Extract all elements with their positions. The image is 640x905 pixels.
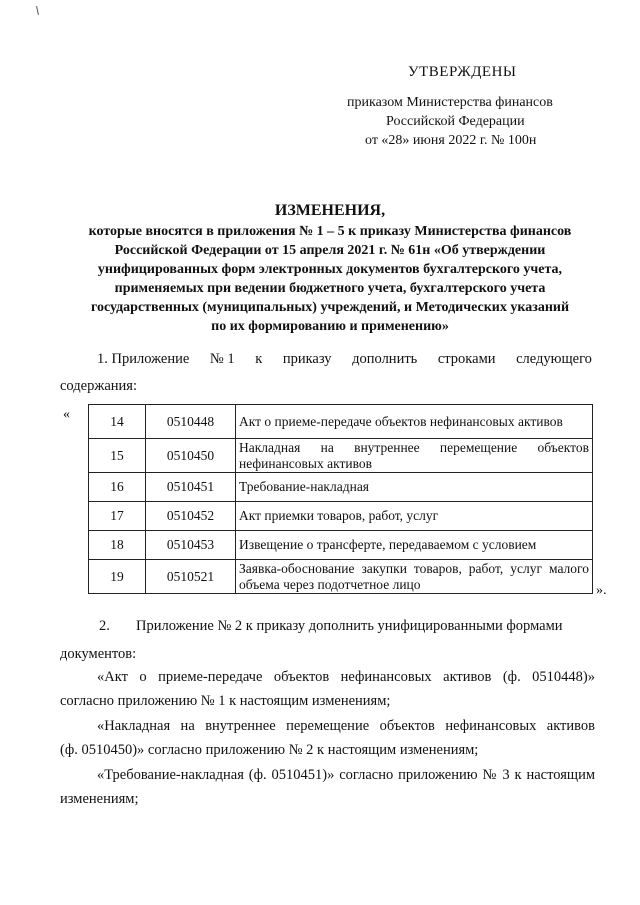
item2-p3-line2: изменениям;	[60, 791, 139, 807]
table-row	[89, 405, 593, 439]
item1-word: следующего	[516, 351, 592, 367]
form-code: 0510521	[146, 560, 236, 594]
row-number: 16	[89, 473, 146, 502]
item1-line2: содержания:	[60, 378, 138, 394]
row-number: 17	[89, 502, 146, 531]
item2-p1-line2: согласно приложению № 1 к настоящим изменениям;	[60, 693, 391, 709]
item1-word: дополнить	[352, 351, 418, 367]
row-number: 15	[89, 439, 146, 473]
item2-line1: Приложение № 2 к приказу дополнить унифицированными формами	[136, 618, 563, 634]
item1-word: № 1	[209, 351, 235, 367]
subtitle-line: по их формированию и применению»	[211, 319, 449, 334]
form-description: Акт о приеме-передаче объектов нефинансовых активов	[236, 405, 593, 439]
form-description: Требование-накладная	[236, 473, 593, 502]
item2-p2-line1: «Накладная на внутреннее перемещение объектов нефинансовых активов	[97, 718, 595, 734]
quote-open: «	[63, 407, 70, 422]
approval-line-2: Российской Федерации	[386, 114, 525, 129]
item2-p1-line1: «Акт о приеме-передаче объектов нефинансовых активов (ф. 0510448)»	[97, 669, 595, 685]
subtitle-line: применяемых при ведении бюджетного учета, бухгалтерского учета	[114, 281, 546, 296]
form-description: Заявка-обоснование закупки товаров, работ, услуг малого объема через подотчетное лицо	[236, 560, 593, 594]
item2-number: 2.	[99, 618, 110, 634]
item2-p3-line1: «Требование-накладная (ф. 0510451)» согласно приложению № 3 к настоящим	[97, 767, 595, 783]
subtitle-line: Российской Федерации от 15 апреля 2021 г. № 61н «Об утверждении	[114, 243, 546, 258]
table-row	[89, 531, 593, 560]
item1-word: приказу	[282, 351, 332, 367]
row-number: 18	[89, 531, 146, 560]
item1-word: к	[255, 351, 263, 367]
form-code: 0510448	[146, 405, 236, 439]
table-row	[89, 473, 593, 502]
subtitle-line: государственных (муниципальных) учреждений, и Методических указаний	[90, 300, 570, 315]
table-row	[89, 560, 593, 594]
form-code: 0510451	[146, 473, 236, 502]
form-description: Акт приемки товаров, работ, услуг	[236, 502, 593, 531]
scan-mark	[36, 6, 39, 15]
approval-title: УТВЕРЖДЕНЫ	[408, 64, 517, 80]
approval-line-1: приказом Министерства финансов	[347, 95, 553, 110]
item1-word: строками	[437, 351, 496, 367]
row-number: 14	[89, 405, 146, 439]
form-description: Накладная на внутреннее перемещение объектов нефинансовых активов	[236, 439, 593, 473]
document-title: ИЗМЕНЕНИЯ,	[274, 202, 386, 219]
form-description: Извещение о трансферте, передаваемом с условием	[236, 531, 593, 560]
item2-p2-line2: (ф. 0510450)» согласно приложению № 2 к настоящим изменениям;	[60, 742, 479, 758]
subtitle-line: унифицированных форм электронных документов бухгалтерского учета,	[97, 262, 563, 277]
form-code: 0510450	[146, 439, 236, 473]
quote-close: ».	[596, 583, 607, 598]
item1-line1	[97, 351, 592, 368]
subtitle-line: которые вносятся в приложения № 1 – 5 к приказу Министерства финансов	[88, 224, 572, 239]
row-number: 19	[89, 560, 146, 594]
form-code: 0510452	[146, 502, 236, 531]
item1-word: 1. Приложение	[97, 351, 190, 367]
item2-line2: документов:	[60, 646, 137, 662]
form-code: 0510453	[146, 531, 236, 560]
document-subtitle	[60, 222, 600, 336]
appendix-table	[88, 404, 593, 594]
table-row	[89, 502, 593, 531]
approval-line-3: от «28» июня 2022 г. № 100н	[365, 133, 537, 148]
table-row	[89, 439, 593, 473]
